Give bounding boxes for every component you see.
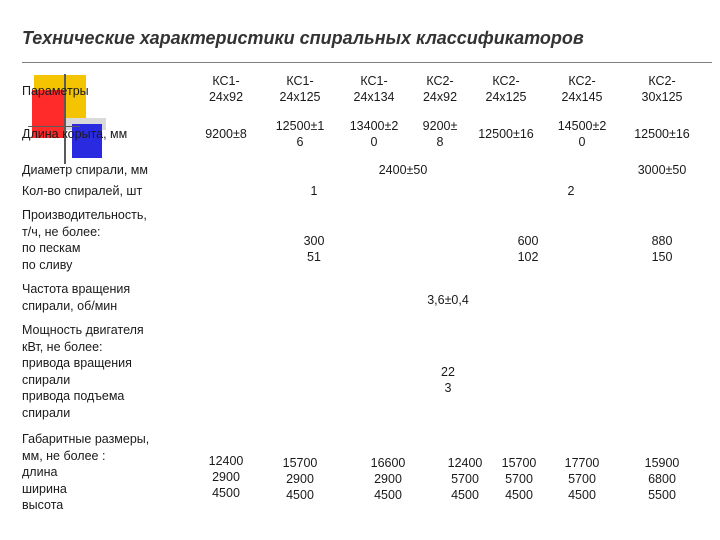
productivity-value-3: 880 150	[651, 234, 673, 264]
spirals-value-ks1: 1	[310, 184, 318, 198]
param-header: Параметры	[22, 84, 89, 98]
dimensions-value-7: 15900 6800 5500	[644, 456, 680, 502]
param-spirals-label: Кол-во спиралей, шт	[22, 184, 143, 198]
length-value-7: 12500±16	[634, 127, 690, 141]
length-value-6: 14500±2 0	[557, 119, 607, 149]
dimensions-value-4: 12400 5700 4500	[447, 456, 483, 502]
model-header-2: КС1- 24х125	[279, 74, 321, 104]
spirals-value-ks2: 2	[567, 184, 575, 198]
param-power-label: Мощность двигателя кВт, не более: привода вращения спирали привода подъема спирали	[22, 323, 144, 420]
length-value-1: 9200±8	[205, 127, 247, 141]
param-dimensions-label: Габаритные размеры, мм, не более : длина ширина высота	[22, 432, 150, 512]
dimensions-value-6: 17700 5700 4500	[564, 456, 600, 502]
productivity-value-2: 600 102	[517, 234, 539, 264]
model-header-7: КС2- 30х125	[641, 74, 683, 104]
model-header-6: КС2- 24х145	[561, 74, 603, 104]
model-header-3: КС1- 24х134	[353, 74, 395, 104]
length-value-2: 12500±1 6	[275, 119, 325, 149]
param-diameter-label: Диаметр спирали, мм	[22, 163, 148, 177]
dimensions-value-2: 15700 2900 4500	[282, 456, 318, 502]
dimensions-value-5: 15700 5700 4500	[501, 456, 537, 502]
page-title: Технические характеристики спиральных классификаторов	[22, 28, 584, 48]
power-value: 22 3	[441, 365, 455, 395]
diameter-value-ks1: 2400±50	[378, 163, 428, 177]
dimensions-value-1: 12400 2900 4500	[208, 454, 244, 500]
dimensions-value-3: 16600 2900 4500	[370, 456, 406, 502]
length-value-3: 13400±2 0	[349, 119, 399, 149]
model-header-5: КС2- 24х125	[485, 74, 527, 104]
param-speed-label: Частота вращения спирали, об/мин	[22, 282, 131, 313]
length-value-4: 9200± 8	[422, 119, 458, 149]
param-length-label: Длина корыта, мм	[22, 127, 128, 141]
param-productivity-label: Производительность, т/ч, не более: по пескам по сливу	[22, 208, 147, 272]
model-header-1: КС1- 24х92	[208, 74, 244, 104]
speed-value: 3,6±0,4	[427, 293, 469, 307]
length-value-5: 12500±16	[478, 127, 534, 141]
model-header-4: КС2- 24х92	[422, 74, 458, 104]
diameter-value-ks2: 3000±50	[637, 163, 687, 177]
title-underline	[22, 62, 712, 63]
productivity-value-1: 300 51	[303, 234, 325, 264]
